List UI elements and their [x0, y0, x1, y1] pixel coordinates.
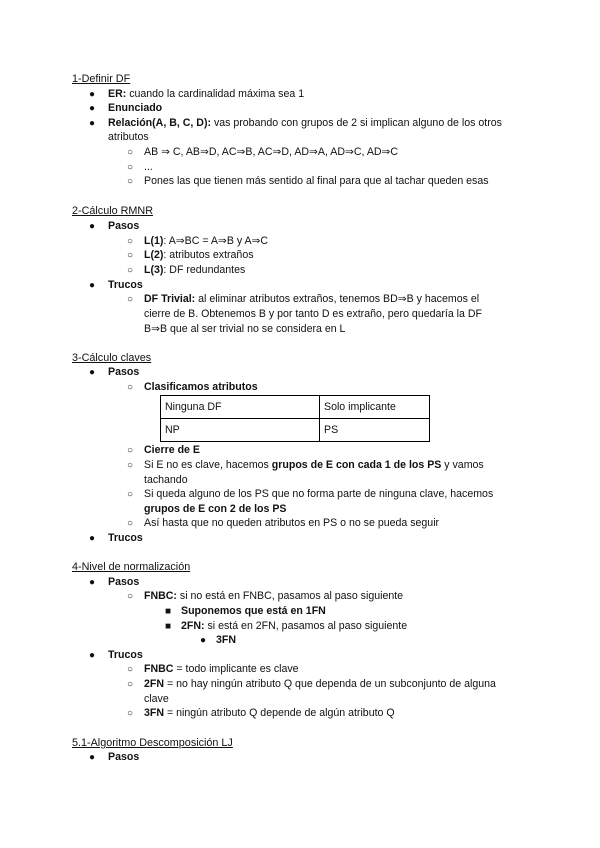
list-item-trucos: Trucos	[108, 279, 143, 291]
bullet-disc: ●	[88, 650, 96, 661]
bullet-circle: ○	[126, 236, 134, 247]
bullet-disc: ●	[88, 577, 96, 588]
trivial-text-cont: B⇒B que al ser trivial no se considera en L	[144, 323, 346, 335]
section-2-heading: 2-Cálculo RMNR	[72, 205, 153, 217]
list-item-enunciado: Enunciado	[108, 102, 163, 114]
bullet-disc: ●	[88, 752, 96, 763]
list-item-asi: Así hasta que no queden atributos en PS o no se pueda seguir	[144, 517, 440, 529]
list-item-fnbc	[144, 590, 403, 603]
bullet-circle: ○	[126, 176, 134, 187]
t-fnbc-text: = todo implicante es clave	[173, 663, 299, 675]
bullet-disc: ●	[88, 533, 96, 544]
list-item-relacion	[108, 117, 502, 130]
fnbc-text: si no está en FNBC, pasamos al paso siguiente	[176, 590, 404, 602]
relacion-label: Relación(A, B, C, D):	[108, 117, 211, 129]
bullet-disc: ●	[88, 118, 96, 129]
list-item-pasos: Pasos	[108, 751, 140, 763]
table-cell: Solo implicante	[320, 396, 430, 419]
t-3fn-label: 3FN	[144, 707, 165, 719]
l3-label: L(3)	[144, 264, 164, 276]
bullet-circle: ○	[126, 445, 134, 456]
list-item-pones: Pones las que tienen más sentido al final para que al tachar queden esas	[144, 175, 489, 187]
table-cell: Ninguna DF	[161, 396, 320, 419]
si-queda-bold: grupos de E con 2 de los PS	[144, 503, 287, 515]
fn2-label: 2FN:	[181, 620, 205, 632]
trivial-label: DF Trivial:	[144, 293, 196, 305]
bullet-disc: ●	[199, 635, 207, 646]
list-item-suponemos: Suponemos que está en 1FN	[181, 605, 326, 617]
si-e-text-end: y vamos	[441, 459, 484, 471]
bullet-circle: ○	[126, 591, 134, 602]
list-item-trucos: Trucos	[108, 649, 143, 661]
t-3fn-text: = ningún atributo Q depende de algún atributo Q	[164, 707, 395, 719]
table-cell: NP	[161, 419, 320, 442]
l2-label: L(2)	[144, 249, 164, 261]
relacion-text-cont: atributos	[108, 131, 149, 143]
section-5-heading: 5.1-Algoritmo Descomposición LJ	[72, 737, 233, 749]
list-item-l3	[144, 264, 245, 277]
table-cell: PS	[320, 419, 430, 442]
list-item-dependencies: AB ⇒ C, AB⇒D, AC⇒B, AC⇒D, AD⇒A, AD⇒C, AD⇒C	[144, 146, 399, 158]
fnbc-label: FNBC:	[144, 590, 177, 602]
list-item-clasificamos: Clasificamos atributos	[144, 381, 258, 393]
er-label: ER:	[108, 88, 127, 100]
bullet-disc: ●	[88, 367, 96, 378]
list-item-l1	[144, 235, 268, 248]
bullet-circle: ○	[126, 382, 134, 393]
bullet-circle: ○	[126, 664, 134, 675]
list-item-pasos: Pasos	[108, 366, 140, 378]
bullet-circle: ○	[126, 265, 134, 276]
list-item-df-trivial	[144, 293, 528, 306]
bullet-square: ■	[164, 621, 172, 632]
l1-text: : A⇒BC = A⇒B y A⇒C	[163, 235, 269, 247]
bullet-circle: ○	[126, 147, 134, 158]
list-item-cierre: Cierre de E	[144, 444, 200, 456]
si-e-bold: grupos de E con cada 1 de los PS	[271, 459, 442, 471]
trivial-text-cont: cierre de B. Obtenemos B y por tanto D es extraño, pero quedaría la DF	[144, 308, 482, 320]
t-fnbc-label: FNBC	[144, 663, 174, 675]
si-e-text: Si E no es clave, hacemos	[144, 459, 272, 471]
bullet-circle: ○	[126, 294, 134, 305]
l3-text: : DF redundantes	[163, 264, 246, 276]
attribute-classification-table	[160, 395, 430, 442]
t-2fn-text-cont: clave	[144, 693, 169, 705]
fn2-text: si está en 2FN, pasamos al paso siguiente	[204, 620, 408, 632]
list-item-er	[108, 88, 304, 101]
list-item-si-queda: Si queda alguno de los PS que no forma parte de ninguna clave, hacemos	[144, 488, 494, 500]
l2-text: : atributos extraños	[163, 249, 254, 261]
bullet-disc: ●	[88, 280, 96, 291]
list-item-trucos: Trucos	[108, 532, 143, 544]
list-item-2fn	[181, 620, 407, 633]
section-1-heading: 1-Definir DF	[72, 73, 131, 85]
er-text: cuando la cardinalidad máxima sea 1	[126, 88, 305, 100]
list-item-t-fnbc	[144, 663, 299, 676]
list-item-si-e	[144, 459, 528, 472]
bullet-circle: ○	[126, 708, 134, 719]
bullet-circle: ○	[126, 162, 134, 173]
bullet-circle: ○	[126, 518, 134, 529]
section-3-heading: 3-Cálculo claves	[72, 352, 152, 364]
l1-label: L(1)	[144, 235, 164, 247]
list-item-pasos: Pasos	[108, 576, 140, 588]
table-row	[161, 419, 430, 442]
bullet-circle: ○	[126, 250, 134, 261]
t-2fn-label: 2FN	[144, 678, 165, 690]
trivial-text: al eliminar atributos extraños, tenemos BD⇒B y hacemos el	[195, 293, 480, 305]
bullet-circle: ○	[126, 489, 134, 500]
list-item-ellipsis: ...	[144, 161, 153, 173]
bullet-square: ■	[164, 606, 172, 617]
si-e-text-cont: tachando	[144, 474, 188, 486]
list-item-l2	[144, 249, 254, 262]
list-item-t-2fn	[144, 678, 528, 691]
t-2fn-text: = no hay ningún atributo Q que dependa de un subconjunto de alguna	[164, 678, 496, 690]
bullet-disc: ●	[88, 103, 96, 114]
bullet-disc: ●	[88, 89, 96, 100]
list-item-pasos: Pasos	[108, 220, 140, 232]
relacion-text: vas probando con grupos de 2 si implican alguno de los otros	[211, 117, 502, 129]
section-4-heading: 4-Nivel de normalización	[72, 561, 191, 573]
bullet-disc: ●	[88, 221, 96, 232]
bullet-circle: ○	[126, 460, 134, 471]
table-row	[161, 396, 430, 419]
list-item-t-3fn	[144, 707, 395, 720]
list-item-3fn: 3FN	[216, 634, 237, 646]
bullet-circle: ○	[126, 679, 134, 690]
